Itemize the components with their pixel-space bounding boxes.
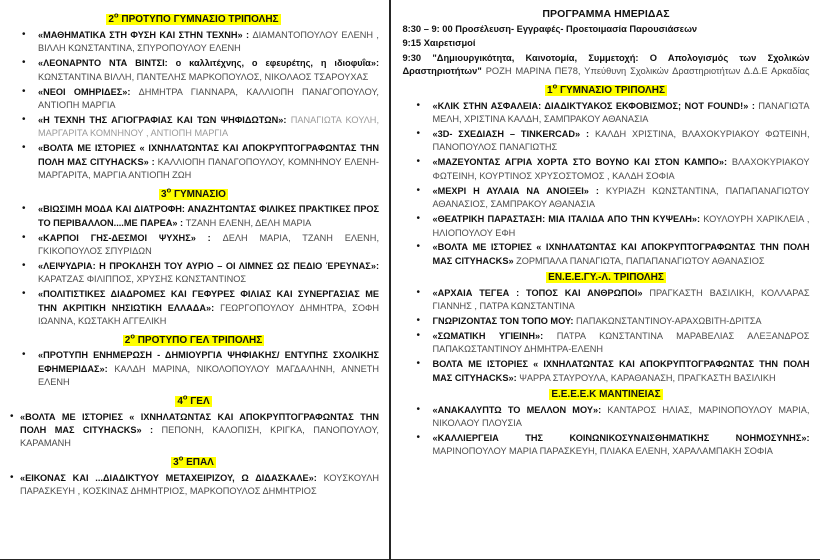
presentation-title: «ΠΟΛΙΤΙΣΤΙΚΕΣ ΔΙΑΔΡΟΜΕΣ ΚΑΙ ΓΕΦΥΡΕΣ ΦΙΛΙΑΣ ΚΑΙ ΣΥΝΕΡΓΑΣΙΑΣ ΜΕ ΤΗΝ ΑΚΡΙΤΙΚΗ ΝΗΣΙΩΤΙΚΗ ΕΛΛΑΔΑ» [38, 289, 379, 313]
section-heading-ordinal: ο [113, 11, 119, 20]
schedule-text: Προσέλευση- Εγγραφές- Προετοιμασία Παρουσιάσεων [455, 24, 698, 34]
list-item [403, 315, 810, 328]
presentation-title: «ΚΑΛΛΙΕΡΓΕΙΑ ΤΗΣ ΚΟΙΝΩΝΙΚΟΣΥΝΑΙΣΘΗΜΑΤΙΚΗΣ ΝΟΗΜΟΣΥΝΗΣ» [432, 433, 807, 444]
schedule-text: Χαιρετισμοί [423, 38, 476, 49]
list-item [8, 57, 379, 84]
schedule-time: 8:30 – 9: 00 [402, 24, 453, 34]
list-item [8, 86, 379, 113]
presenter-names: ΚΑΛΛΙΟΠΗ ΠΑΝΑΓΟΠΟΥΛΟΥ, ΚΟΜΝΗΝΟΥ ΕΛΕΝΗ-ΜΑΡΓΑΡΙΤΑ, ΜΑΡΓΙΑ ΑΝΤΙΟΠΗ ΖΩΗ [38, 156, 379, 181]
section-heading-ordinal: ο [178, 453, 184, 463]
section-heading-ordinal: ο [552, 81, 558, 91]
list-item [403, 241, 810, 268]
section-heading [8, 11, 379, 27]
list-item [403, 100, 810, 127]
section-heading [8, 393, 379, 409]
presenter-names: ΚΥΡΙΑΖΗ ΚΩΝΣΤΑΝΤΙΝΑ, ΠΑΠΑΠΑΝΑΓΙΩΤΟΥ ΑΘΑΝΑΣΙΟΣ, ΣΑΜΠΡΑΚΟΥ ΑΘΑΝΑΣΙΑ [432, 185, 810, 210]
presentation-title: «ΕΙΚΟΝΑΣ ΚΑΙ ...ΔΙΑΔΙΚΤΥΟΥ ΜΕΤΑΧΕΙΡΙΖΟΥ, Ω ΔΙΔΑΣΚΑΛΕ» [20, 472, 314, 483]
presentation-title: «ΒΙΩΣΙΜΗ ΜΟΔΑ ΚΑΙ ΔΙΑΤΡΟΦΗ: ΑΝΑΖΗΤΩΝΤΑΣ ΦΙΛΙΚΕΣ ΠΡΑΚΤΙΚΕΣ ΠΡΟΣ ΤΟ ΠΕΡΙΒΑΛΛΟΝ....ΜΕ ΠΑΡΕΑ» [38, 204, 379, 228]
list-item [403, 404, 810, 431]
presenter-names: ΚΑΡΑΤΖΑΣ ΦΙΛΙΠΠΟΣ, ΧΡΥΣΗΣ ΚΩΝΣΤΑΝΤΙΝΟΣ [38, 274, 247, 285]
right-column [391, 0, 820, 560]
presenter-names: ΤΖΑΝΗ ΕΛΕΝΗ, ΔΕΛΗ ΜΑΡΙΑ [185, 217, 312, 228]
list-item [8, 411, 379, 451]
schedule-row [403, 52, 810, 79]
presenter-names: ΔΙΑΜΑΝΤΟΠΟΥΛΟΥ ΕΛΕΝΗ , ΒΙΛΛΗ ΚΩΝΣΤΑΝΤΙΝΑ, ΣΠΥΡΟΠΟΥΛΟΥ ΕΛΕΝΗ [38, 29, 379, 54]
title-name-separator: : [598, 404, 608, 415]
presenter-names: ΠΑΠΑΚΩΝΣΤΑΝΤΙΝΟΥ-ΑΡΑΧΩΒΙΤΗ-ΔΡΙΤΣΑ [576, 316, 762, 327]
presentation-title: «ΒΟΛΤΑ ΜΕ ΙΣΤΟΡΙΕΣ « ΙΧΝΗΛΑΤΩΝΤΑΣ ΚΑΙ ΑΠΟΚΡΥΠΤΟΓΡΑΦΩΝΤΑΣ ΤΗΝ ΠΟΛΗ ΜΑΣ CITYHACKS» [20, 411, 379, 435]
section-heading-label: ΠΡΟΤΥΠΟ ΓΕΛ ΤΡΙΠΟΛΗΣ [137, 334, 263, 346]
list-item [403, 156, 810, 183]
presenter-names: ΒΛΑΧΟΚΥΡΙΑΚΟΥ ΦΩΤΕΙΝΗ, ΚΟΥΡΤΙΝΟΣ ΧΡΥΣΟΣΤΟΜΟΣ , ΚΑΛΔΗ ΣΟΦΙΑ [432, 157, 810, 181]
schedule-text: ΡΟΖΗ ΜΑΡΙΝΑ ΠΕ78, Υπεύθυνη Σχολικών Δραστηριοτήτων Δ.Δ.Ε Αρκαδίας [481, 66, 810, 77]
presentation-list [8, 472, 379, 499]
title-name-separator: : [127, 86, 139, 97]
section-heading-number: 3 [161, 188, 167, 200]
section-heading-ordinal: ο [166, 185, 172, 195]
section-heading [8, 332, 379, 348]
presentation-title: ΓΝΩΡΙΖΟΝΤΑΣ ΤΟΝ ΤΟΠΟ ΜΟΥ: [432, 316, 574, 327]
title-name-separator: : [242, 29, 253, 40]
list-item [403, 128, 810, 155]
section-heading-ordinal: ο [182, 392, 188, 402]
title-name-separator: : [540, 331, 557, 342]
list-item [403, 330, 810, 357]
section-heading-ordinal: ο [130, 331, 135, 341]
list-item [403, 213, 810, 240]
list-item [8, 260, 379, 287]
section-heading-label: Ε.Ε.Ε.Ε.Κ ΜΑΝΤΙΝΕΙΑΣ [551, 389, 661, 401]
title-name-separator: : [375, 58, 379, 69]
title-name-separator: : [588, 185, 606, 196]
presentation-title: «ΜΑΘΗΜΑΤΙΚΑ ΣΤΗ ΦΥΣΗ ΚΑΙ ΣΤΗΝ ΤΕΧΝΗ» [38, 29, 243, 40]
list-item [403, 185, 810, 212]
list-item [403, 287, 810, 314]
presenter-names: ΠΑΝΑΓΙΩΤΑ ΚΟΥΛΗ, ΜΑΡΓΑΡΙΤΑ ΚΟΜΝΗΝΟΥ , ΑΝΤΙΟΠΗ ΜΑΡΓΙΑ [38, 114, 379, 139]
presenter-names: ΠΑΤΡΑ ΚΩΝΣΤΑΝΤΙΝΑ ΜΑΡΑΒΕΛΙΑΣ ΑΛΕΞΑΝΔΡΟΣ ΠΑΠΑΚΩΣΤΑΝΤΙΝΟΥ ΔΗΜΗΤΡΑ-ΕΛΕΝΗ [432, 331, 810, 355]
list-item [8, 349, 379, 389]
section-heading [403, 388, 810, 402]
presentation-list [8, 29, 379, 183]
presentation-title: «ΘΕΑΤΡΙΚΗ ΠΑΡΑΣΤΑΣΗ: ΜΙΑ ΙΤΑΛΙΔΑ ΑΠΟ ΤΗΝ ΚΥΨΕΛΗ» [432, 214, 698, 225]
list-item [8, 232, 379, 259]
presenter-names: ΚΟΥΛΟΥΡΗ ΧΑΡΙΚΛΕΙΑ , ΗΛΙΟΠΟΥΛΟΥ ΕΦΗ [432, 214, 810, 238]
presentation-title: «ΜΑΖΕΥΟΝΤΑΣ ΑΓΡΙΑ ΧΟΡΤΑ ΣΤΟ ΒΟΥΝΟ ΚΑΙ ΣΤΟΝ ΚΑΜΠΟ» [432, 157, 725, 168]
presentation-list [403, 287, 810, 385]
list-item [8, 29, 379, 56]
presenter-names: ΠΕΠΟΝΗ, ΚΑΛΟΠΙΣΗ, ΚΡΙΓΚΑ, ΠΑΝΟΠΟΥΛΟΥ, ΚΑΡΑΜΑΝΗ [20, 424, 379, 449]
presenter-names: ΓΕΩΡΓΟΠΟΥΛΟΥ ΔΗΜΗΤΡΑ, ΣΟΦΗ ΙΩΑΝΝΑ, ΚΩΣΤΑΚΗ ΑΓΓΕΛΙΚΗ [38, 302, 379, 327]
list-item [8, 288, 379, 328]
schedule-row [403, 23, 810, 36]
list-item [8, 142, 379, 182]
section-heading [403, 271, 810, 285]
title-name-separator: : [148, 156, 158, 167]
presentation-title: «ΛΕΙΨΥΔΡΙΑ: Η ΠΡΟΚΛΗΣΗ ΤΟΥ ΑΥΡΙΟ – ΟΙ ΛΙΜΝΕΣ ΩΣ ΠΕΔΙΟ ΈΡΕΥΝΑΣ» [38, 260, 376, 271]
section-heading-label: ΓΕΛ [190, 396, 210, 408]
section-heading [403, 82, 810, 98]
right-column-content [403, 82, 810, 459]
left-column [0, 0, 389, 560]
presentation-list [8, 203, 379, 328]
presenter-names: ΜΑΡΙΝΟΠΟΥΛΟΥ ΜΑΡΙΑ ΠΑΡΑΣΚΕΥΗ, ΠΛΙΑΚΑ ΕΛΕΝΗ, ΧΑΡΑΛΑΜΠΑΚΗ ΣΟΦΙΑ [432, 446, 773, 457]
section-heading-number: 1 [547, 85, 553, 97]
list-item [403, 432, 810, 459]
schedule-topic: "Δημιουργικότητα, Καινοτομία, Συμμετοχή: Ο Απολογισμός των Σχολικών Δραστηριοτήτων" [402, 52, 810, 77]
section-heading-label: ΕΝ.Ε.Ε.ΓΥ.-Λ. ΤΡΙΠΟΛΗΣ [548, 272, 664, 284]
section-heading-number: 4 [177, 396, 183, 408]
title-name-separator: : [195, 232, 223, 243]
presenter-names: ΠΑΝΑΓΙΩΤΑ ΜΕΛΗ, ΧΡΙΣΤΙΝΑ ΚΑΛΔΗ, ΣΑΜΠΡΑΚΟΥ ΑΘΑΝΑΣΙΑ [432, 100, 810, 125]
presenter-names: ΚΑΛΔΗ ΜΑΡΙΝΑ, ΝΙΚΟΛΟΠΟΥΛΟΥ ΜΑΓΔΑΛΗΝΗ, ΑΝΝΕΤΗ ΕΛΕΝΗ [38, 363, 379, 388]
presentation-list [8, 349, 379, 389]
section-heading-label: ΓΥΜΝΑΣΙΟ ΤΡΙΠΟΛΗΣ [559, 85, 665, 97]
schedule-time: 9:15 [402, 38, 422, 49]
presentation-title: «ΒΟΛΤΑ ΜΕ ΙΣΤΟΡΙΕΣ « ΙΧΝΗΛΑΤΩΝΤΑΣ ΚΑΙ ΑΠΟΚΡΥΠΤΟΓΡΑΦΩΝΤΑΣ ΤΗΝ ΠΟΛΗ ΜΑΣ CITYHACKS» [38, 143, 379, 167]
presentation-title: ΒΟΛΤΑ ΜΕ ΙΣΤΟΡΙΕΣ « ΙΧΝΗΛΑΤΩΝΤΑΣ ΚΑΙ ΑΠΟΚΡΥΠΤΟΓΡΑΦΩΝΤΑΣ ΤΗΝ ΠΟΛΗ ΜΑΣ CITYHACKS» [432, 359, 810, 383]
presentation-title: «ΣΩΜΑΤΙΚΗ ΥΓΙΕΙΝΗ» [432, 331, 541, 342]
title-name-separator: : [513, 372, 520, 383]
presenter-names: ΚΩΝΣΤΑΝΤΙΝΑ ΒΙΛΛΗ, ΠΑΝΤΕΛΗΣ ΜΑΡΚΟΠΟΥΛΟΣ, ΝΙΚΟΛΑΟΣ ΤΣΑΡΟΥΧΑΣ [38, 71, 369, 82]
title-name-separator: : [806, 433, 810, 444]
section-heading-label: ΓΥΜΝΑΣΙΟ [173, 188, 226, 200]
title-name-separator: : [104, 363, 115, 374]
presenter-names: ΚΑΝΤΑΡΟΣ ΗΛΙΑΣ, ΜΑΡΙΝΟΠΟΥΛΟΥ ΜΑΡΙΑ, ΝΙΚΟΛΑΟΥ ΠΛΟΥΣΙΑ [432, 404, 810, 429]
section-heading-label: ΕΠΑΛ [186, 457, 214, 469]
presenter-names: ΨΑΡΡΑ ΣΤΑΥΡΟΥΛΑ, ΚΑΡΑΘΑΝΑΣΗ, ΠΡΑΓΚΑΣΤΗ ΒΑΣΙΛΙΚΗ [519, 372, 776, 383]
presenter-names: ΔΗΜΗΤΡΑ ΓΙΑΝΝΑΡΑ, ΚΑΛΛΙΟΠΗ ΠΑΝΑΓΟΠΟΥΛΟΥ, ΑΝΤΙΟΠΗ ΜΑΡΓΙΑ [38, 86, 379, 110]
presentation-list [8, 411, 379, 451]
document-title: ΠΡΟΓΡΑΜΜΑ ΗΜΕΡΙΔΑΣ [542, 8, 670, 20]
presenter-names: ΠΡΑΓΚΑΣΤΗ ΒΑΣΙΛΙΚΗ, ΚΟΛΛΑΡΑΣ ΓΙΑΝΝΗΣ , ΠΑΤΡΑ ΚΩΝΣΤΑΝΤΙΝΑ [432, 287, 810, 312]
presentation-title: «ΒΟΛΤΑ ΜΕ ΙΣΤΟΡΙΕΣ « ΙΧΝΗΛΑΤΩΝΤΑΣ ΚΑΙ ΑΠΟΚΡΥΠΤΟΓΡΑΦΩΝΤΑΣ ΤΗΝ ΠΟΛΗ ΜΑΣ CITYHACKS» [432, 242, 810, 266]
schedule-block [403, 23, 810, 79]
title-name-separator: : [724, 157, 732, 168]
presentation-title: «Η ΤΕΧΝΗ ΤΗΣ ΑΓΙΟΓΡΑΦΙΑΣ ΚΑΙ ΤΩΝ ΨΗΦΙΔΩΤΩΝ» [38, 114, 284, 125]
title-name-separator: : [141, 424, 162, 435]
list-item [8, 472, 379, 499]
section-heading [8, 185, 379, 201]
left-column-content [8, 11, 379, 498]
presentation-title: «ΚΛΙΚ ΣΤΗΝ ΑΣΦΑΛΕΙΑ: ΔΙΑΔΙΚΤΥΑΚΟΣ ΕΚΦΟΒΙΣΜΟΣ; NOT FOUND!» [432, 100, 749, 111]
list-item [403, 358, 810, 385]
section-heading-number: 3 [173, 457, 179, 469]
title-name-separator: : [177, 217, 186, 228]
presenter-names: ΚΟΥΣΚΟΥΛΗ ΠΑΡΑΣΚΕΥΗ , ΚΟΣΚΙΝΑΣ ΔΗΜΗΤΡΙΟΣ, ΜΑΡΚΟΠΟΥΛΟΣ ΔΗΜΗΤΡΙΟΣ [20, 472, 379, 497]
title-name-separator: : [748, 100, 759, 111]
title-name-separator: : [313, 472, 324, 483]
schedule-time: 9:30 [402, 52, 422, 63]
title-name-separator: : [580, 129, 595, 140]
presenter-names: ΖΟΡΜΠΑΛΑ ΠΑΝΑΓΙΩΤΑ, ΠΑΠΑΠΑΝΑΓΙΩΤΟΥ ΑΘΑΝΑΣΙΟΣ [516, 255, 765, 266]
section-heading-label: ΠΡΟΤΥΠΟ ΓΥΜΝΑΣΙΟ ΤΡΙΠΟΛΗΣ [121, 14, 279, 26]
presentation-title: «ΛΕΟΝΑΡΝΤΟ ΝΤΑ ΒΙΝΤΣΙ: ο καλλιτέχνης, ο εφευρέτης, η ιδιοφυΐα» [38, 58, 376, 69]
presentation-title: «ΝΕΟΙ ΟΜΗΡΙΔΕΣ» [38, 86, 128, 97]
title-name-separator: : [375, 260, 379, 271]
list-item [8, 203, 379, 230]
title-name-separator: : [211, 302, 221, 313]
presentation-title: «3D- ΣΧΕΔΙΑΣΗ – TINKERCAD» [432, 129, 581, 140]
section-heading-number: 2 [108, 14, 114, 26]
section-heading [8, 454, 379, 470]
presenter-names: ΔΕΛΗ ΜΑΡΙΑ, ΤΖΑΝΗ ΕΛΕΝΗ, ΓΚΙΚΟΠΟΥΛΟΣ ΣΠΥΡΙΔΩΝ [38, 232, 379, 257]
presenter-names: ΚΑΛΔΗ ΧΡΙΣΤΙΝΑ, ΒΛΑΧΟΚΥΡΙΑΚΟΥ ΦΩΤΕΙΝΗ, ΠΑΝΟΠΟΥΛΟΣ ΠΑΝΑΓΙΩΤΗΣ [432, 129, 810, 153]
presentation-title: «ΚΑΡΠΟΙ ΓΗΣ-ΔΕΣΜΟΙ ΨΥΧΗΣ» [38, 232, 196, 243]
presentation-list [403, 100, 810, 269]
section-heading-number: 2 [124, 334, 131, 346]
presentation-title: «ΠΡΟΤΥΠΗ ΕΝΗΜΕΡΩΣΗ - ΔΗΜΙΟΥΡΓΙΑ ΨΗΦΙΑΚΗΣ/ ΕΝΤΥΠΗΣ ΣΧΟΛΙΚΗΣ ΕΦΗΜΕΡΙΔΑΣ» [38, 350, 379, 374]
presentation-title: «ΜΕΧΡΙ Η ΑΥΛΑΙΑ ΝΑ ΑΝΟΙΞΕΙ» [432, 185, 589, 196]
schedule-row [403, 37, 810, 50]
presentation-list [403, 404, 810, 459]
title-name-separator: : [697, 214, 704, 225]
presentation-title: «ΑΡΧΑΙΑ ΤΕΓΕΑ : ΤΟΠΟΣ ΚΑΙ ΑΝΘΡΩΠΟΙ» [432, 287, 643, 298]
list-item [8, 114, 379, 141]
presentation-title: «ΑΝΑΚΑΛΥΠΤΩ ΤΟ ΜΕΛΛΟΝ ΜΟΥ» [432, 404, 599, 415]
title-name-separator: : [283, 114, 291, 125]
